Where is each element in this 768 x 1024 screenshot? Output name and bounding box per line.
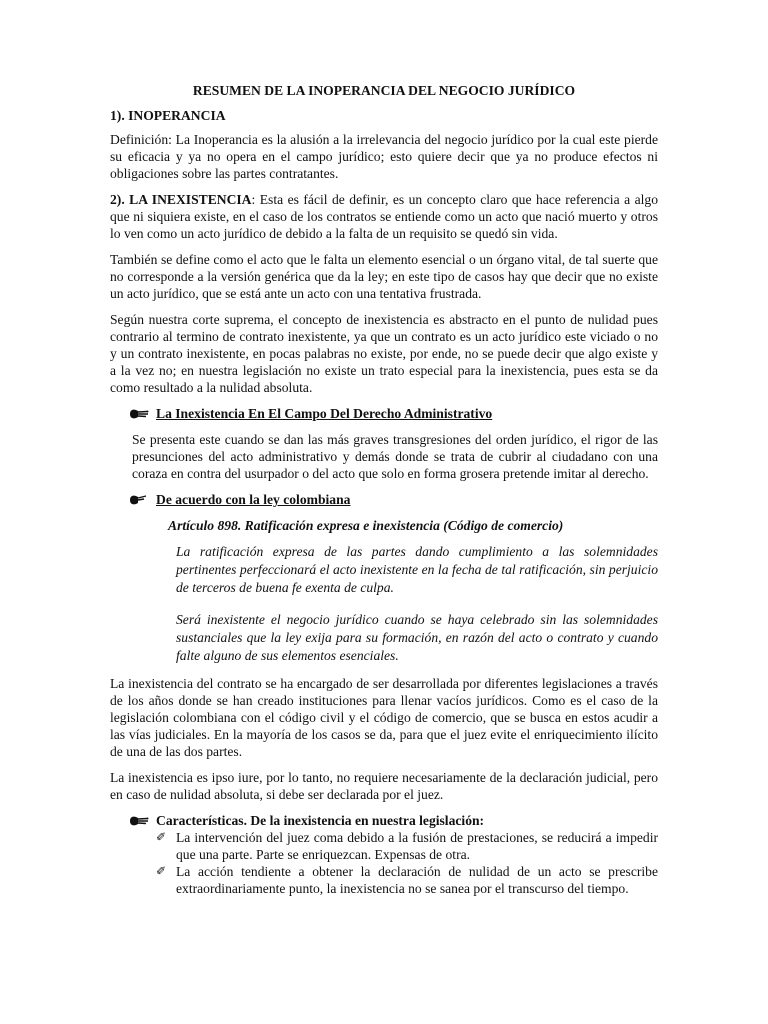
list-item bbox=[156, 863, 658, 897]
ipso-iure-paragraph: La inexistencia es ipso iure, por lo tanto, no requiere necesariamente de la declaración judicial, pero en caso de nulidad absoluta, si debe ser declarada por el juez. bbox=[110, 770, 658, 802]
list-item bbox=[156, 829, 658, 863]
caracteristica-2: La acción tendiente a obtener la declaración de nulidad de un acto se prescribe extraordinariamente punto, la inexistencia no se sanea por el transcurso del tiempo. bbox=[176, 864, 658, 896]
admin-heading: La Inexistencia En El Campo Del Derecho Administrativo bbox=[156, 406, 493, 421]
pointing-hand-icon bbox=[128, 407, 150, 421]
article-898-title: Artículo 898. Ratificación expresa e inexistencia (Código de comercio) bbox=[168, 518, 564, 533]
caracteristica-1: La intervención del juez coma debido a la fusión de prestaciones, se reducirá a impedir que una parte. Parte se enriquezcan. Expensas de otra. bbox=[176, 830, 658, 862]
inexistencia-intro: : Esta es fácil de definir, es un concepto claro que hace referencia a algo que ni siquiera existe, en el caso de los contratos se entiende como un acto que nació muerto y otros lo ven como un acto jurídico de debido a la falta de un requisito se quedó sin vida. bbox=[110, 192, 658, 241]
section-1-heading: 1). INOPERANCIA bbox=[110, 108, 226, 123]
caracteristicas-bullet bbox=[128, 812, 658, 829]
inexistencia-paragraph bbox=[110, 191, 658, 242]
caracteristicas-heading: Características. De la inexistencia en nuestra legislación: bbox=[156, 813, 485, 828]
admin-bullet bbox=[128, 405, 658, 422]
pen-icon: ✐ bbox=[156, 830, 167, 844]
pen-icon: ✐ bbox=[156, 864, 167, 878]
caracteristicas-list bbox=[156, 829, 658, 897]
admin-paragraph: Se presenta este cuando se dan las más graves transgresiones del orden jurídico, el rigor de las presunciones del acto administrativo y demás donde se trata de cubrir al ciudadano con una coraza en contra del usurpador o del acto que solo en forma grosera pretende imitar al derecho. bbox=[132, 432, 658, 481]
colombia-bullet bbox=[128, 491, 658, 508]
quote-inexistente: Será inexistente el negocio jurídico cuando se haya celebrado sin las solemnidades sustanciales que la ley exija para su formación, en razón del acto o contrato y cuando falte alguno de sus elementos esenciales. bbox=[176, 612, 658, 663]
section-2-heading: 2). LA INEXISTENCIA bbox=[110, 192, 252, 207]
corte-suprema-paragraph: Según nuestra corte suprema, el concepto de inexistencia es abstracto en el punto de nulidad pues contrario al termino de contrato inexistente, ya que un contrato es un acto jurídico este viciado o no y un contrato inexistente, en pocas palabras no existe, por ende, no se puede decir que algo existe y a la vez no; en nuestra legislación no existe un trato especial para la inexistencia, pues esta se da como resultado a la nulidad absoluta. bbox=[110, 312, 658, 395]
document-body bbox=[110, 82, 658, 897]
colombia-heading: De acuerdo con la ley colombiana bbox=[156, 492, 351, 507]
element-paragraph: También se define como el acto que le falta un elemento esencial o un órgano vital, de tal suerte que no corresponde a la versión genérica que da la ley; en este tipo de casos hay que decir que no existe un acto jurídico, que se está ante un acto con una tentativa frustrada. bbox=[110, 252, 658, 301]
quote-ratificacion: La ratificación expresa de las partes dando cumplimiento a las solemnidades pertinentes perfeccionará el acto inexistente en la fecha de tal ratificación, sin perjuicio de terceros de buena fe exenta de culpa. bbox=[176, 544, 658, 595]
document-title: RESUMEN DE LA INOPERANCIA DEL NEGOCIO JURÍDICO bbox=[192, 83, 576, 98]
pointing-hand-icon bbox=[128, 493, 150, 507]
definition-paragraph: Definición: La Inoperancia es la alusión a la irrelevancia del negocio jurídico por la cual este pierde su eficacia y ya no opera en el campo jurídico; esto quiere decir que ya no produce efectos ni obligaciones sobre las partes contratantes. bbox=[110, 132, 658, 181]
pointing-hand-icon bbox=[128, 814, 150, 828]
legislaciones-paragraph: La inexistencia del contrato se ha encargado de ser desarrollada por diferentes legislaciones a través de los años donde se han creado instituciones para llenar vacíos jurídicos. Como es el caso de la legislación colombiana con el código civil y el código de comercio, que se busca en estos acudir a las vías judiciales. En la mayoría de los casos se da, para que el juez evite el enriquecimiento ilícito de una de las dos partes. bbox=[110, 676, 658, 759]
